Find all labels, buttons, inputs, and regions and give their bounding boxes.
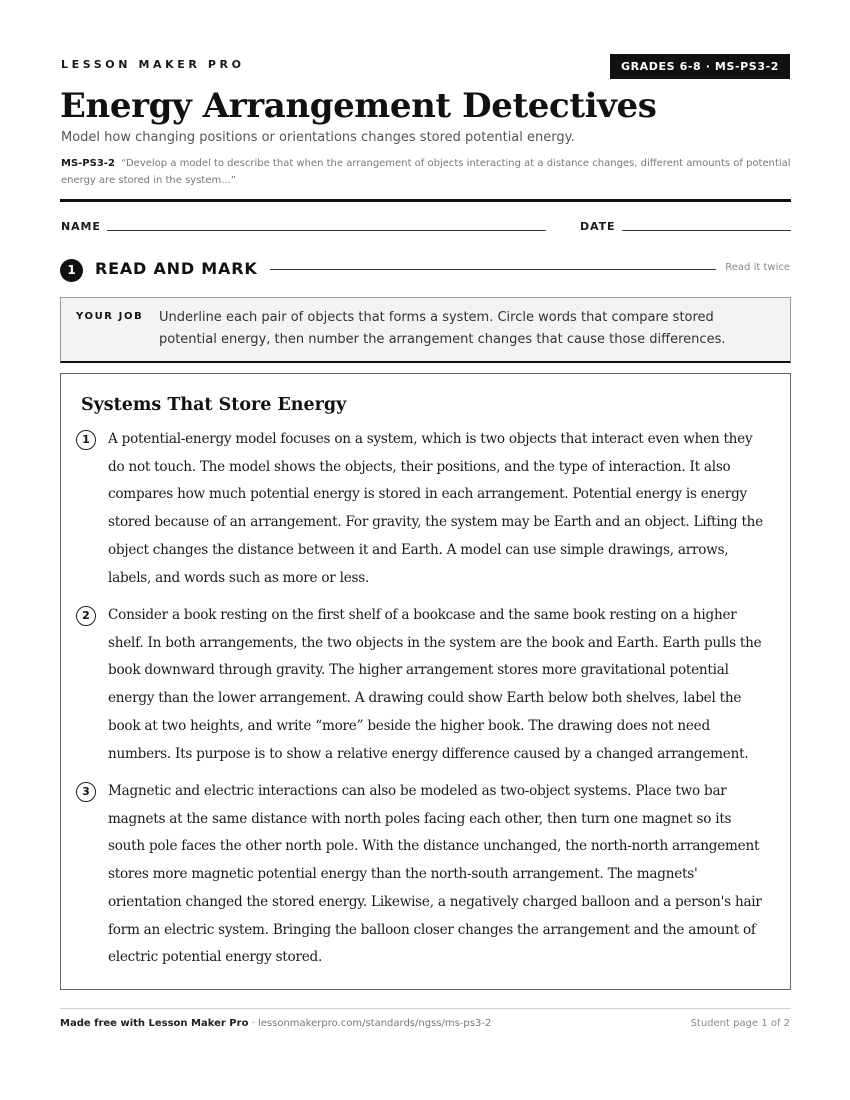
standard-code: MS-PS3-2 bbox=[61, 158, 115, 169]
section-note: Read it twice bbox=[725, 262, 790, 273]
date-label: DATE bbox=[580, 220, 616, 233]
instructions-label: YOUR JOB bbox=[76, 311, 144, 322]
standard-statement bbox=[61, 155, 791, 189]
paragraph: A potential-energy model focuses on a system, which is two objects that interact even when they do not touch. The model shows the objects, their positions, and the type of interaction. It also compares how much potential energy is stored in each arrangement. Potential energy is energy stored because of an arrangement. For gravity, the system may be Earth and an object. Lifting the object changes the distance between it and Earth. A model can use simple drawings, arrows, labels, and words such as more or less. bbox=[108, 431, 763, 586]
standard-text: “Develop a model to describe that when the arrangement of objects interacting at a distance changes, different amounts of potential energy are stored in the system...” bbox=[61, 158, 791, 186]
footer-separator: · bbox=[248, 1018, 258, 1029]
section-title: READ AND MARK bbox=[95, 259, 258, 278]
date-line bbox=[622, 230, 791, 231]
header-divider bbox=[60, 199, 791, 202]
paragraph: Consider a book resting on the first shelf of a bookcase and the same book resting on a higher shelf. In both arrangements, the two objects in the system are the book and Earth. Earth pulls the book downward through gravity. The higher arrangement stores more gravitational potential energy than the lower arrangement. A drawing could show Earth below both shelves, label the book at two heights, and write “more” beside the higher book. The drawing does not need numbers. Its purpose is to show a relative energy difference caused by a changed arrangement. bbox=[108, 607, 762, 762]
paragraph-number: 1 bbox=[76, 430, 96, 450]
grade-badge: GRADES 6-8 · MS-PS3-2 bbox=[610, 54, 790, 79]
paragraph-number: 2 bbox=[76, 606, 96, 626]
name-line bbox=[107, 230, 546, 231]
brand-name: LESSON MAKER PRO bbox=[61, 58, 245, 71]
paragraph-number: 3 bbox=[76, 782, 96, 802]
page-indicator: Student page 1 of 2 bbox=[690, 1018, 790, 1029]
section-rule bbox=[270, 269, 716, 270]
paragraph: Magnetic and electric interactions can also be modeled as two-object systems. Place two bar magnets at the same distance with north poles facing each other, then turn one magnet so its south pole faces the other north pole. With the distance unchanged, the north-north arrangement stores more magnetic potential energy than the north-south arrangement. The magnets' orientation changed the stored energy. Likewise, a negatively charged balloon and a person's hair form an electric system. Bringing the balloon closer changes the arrangement and the amount of electric potential energy stored. bbox=[108, 783, 762, 966]
instructions-text: Underline each pair of objects that forms a system. Circle words that compare stored potential energy, then number the arrangement changes that cause those differences. bbox=[159, 310, 726, 347]
footer-divider bbox=[60, 1008, 791, 1009]
page-title: Energy Arrangement Detectives bbox=[60, 86, 657, 126]
footer-url[interactable]: lessonmakerpro.com/standards/ngss/ms-ps3-2 bbox=[257, 1018, 492, 1029]
reading-passage bbox=[60, 373, 791, 990]
section-number-badge: 1 bbox=[60, 259, 83, 282]
footer-made-with: Made free with Lesson Maker Pro bbox=[60, 1018, 249, 1029]
footer-credit bbox=[60, 1018, 491, 1029]
name-label: NAME bbox=[61, 220, 101, 233]
instructions-box bbox=[60, 297, 791, 363]
passage-title: Systems That Store Energy bbox=[81, 395, 347, 415]
page-subtitle: Model how changing positions or orientations changes stored potential energy. bbox=[61, 130, 575, 145]
